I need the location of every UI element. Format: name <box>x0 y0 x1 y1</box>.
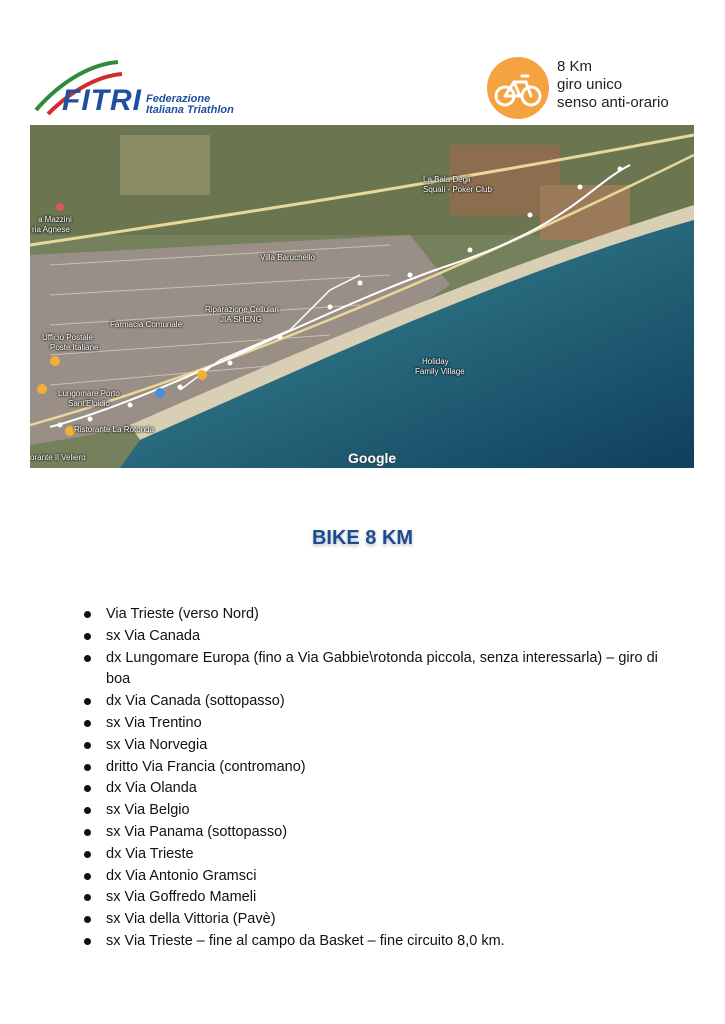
route-step-text: sx Via Panama (sottopasso) <box>106 823 288 840</box>
bicycle-icon <box>486 56 550 120</box>
route-step <box>82 800 662 822</box>
route-step <box>82 909 662 931</box>
route-step-text: dx Via Canada (sottopasso) <box>106 693 285 710</box>
bullet-icon <box>84 655 91 662</box>
map-label-baia: La Baia Degli <box>423 175 471 184</box>
google-watermark: Google <box>348 450 397 466</box>
map-label-riparazione: Riparazione Cellulari <box>205 305 279 314</box>
bullet-icon <box>84 720 91 727</box>
map-label-santelpidio: Sant'Elpidio <box>68 399 110 408</box>
route-step-text: Via Trieste (verso Nord) <box>106 606 259 622</box>
page-title: BIKE 8 KM <box>311 527 414 549</box>
map-label-agnese: ria Agnese <box>32 225 70 234</box>
route-step-text: dx Lungomare Europa (fino a Via Gabbie\rotonda piccola, senza interessarla) – giro di boa <box>106 649 658 688</box>
fitri-line1: Federazione <box>146 93 211 105</box>
route-step <box>82 604 662 626</box>
map-label-veliero: orante Il Veliero <box>30 453 86 462</box>
route-map <box>30 125 694 468</box>
map-label-ufficio: Ufficio Postale <box>42 333 93 342</box>
route-step <box>82 931 662 953</box>
map-label-sheng: JIA SHENG <box>220 315 262 324</box>
route-list <box>82 604 662 953</box>
route-step-text: sx Via Trentino <box>106 714 202 731</box>
bullet-icon <box>84 829 91 836</box>
bullet-icon <box>84 873 91 880</box>
map-label-posta: Poste Italiane <box>50 343 99 352</box>
fitri-federation-name <box>146 94 234 116</box>
route-step <box>82 844 662 866</box>
route-step-text: dx Via Olanda <box>106 780 197 797</box>
route-summary <box>557 58 669 112</box>
route-step-text: sx Via Canada <box>106 627 201 644</box>
bullet-icon <box>84 742 91 749</box>
route-step <box>82 822 662 844</box>
route-step <box>82 778 662 800</box>
route-step-text: dx Via Antonio Gramsci <box>106 867 257 884</box>
bullet-icon <box>84 611 91 618</box>
route-step <box>82 887 662 909</box>
fitri-logo <box>34 56 234 126</box>
route-step <box>82 648 662 692</box>
route-step <box>82 757 662 779</box>
map-label-family: Family Village <box>415 367 465 376</box>
map-label-rotonda: Ristorante La Rotonda <box>74 425 155 434</box>
route-step <box>82 735 662 757</box>
bullet-icon <box>84 916 91 923</box>
route-step-text: dx Via Trieste <box>106 845 194 862</box>
fitri-line2: Italiana Triathlon <box>146 104 234 116</box>
map-label-mazzini: a Mazzini <box>38 215 72 224</box>
bullet-icon <box>84 698 91 705</box>
map-label-farmacia: Farmacia Comunale <box>110 320 183 329</box>
route-step-text: sx Via Belgio <box>106 802 190 819</box>
route-step <box>82 626 662 648</box>
route-step <box>82 866 662 888</box>
route-distance: 8 Km <box>557 58 593 75</box>
route-direction: senso anti-orario <box>557 94 669 111</box>
bullet-icon <box>84 764 91 771</box>
route-step <box>82 691 662 713</box>
bullet-icon <box>84 894 91 901</box>
bullet-icon <box>84 851 91 858</box>
route-step-text: sx Via Trieste – fine al campo da Basket – fine circuito 8,0 km. <box>106 932 505 949</box>
bullet-icon <box>84 807 91 814</box>
satellite-map-image <box>30 125 694 468</box>
map-label-villa: Villa Baruchello <box>260 253 315 262</box>
route-step-text: sx Via Goffredo Mameli <box>106 889 257 906</box>
bullet-icon <box>84 785 91 792</box>
route-step-text: sx Via della Vittoria (Pavè) <box>106 911 276 928</box>
fitri-acronym: FITRI <box>62 84 142 117</box>
bullet-icon <box>84 633 91 640</box>
bullet-icon <box>84 938 91 945</box>
route-step-text: dritto Via Francia (contromano) <box>106 758 306 775</box>
route-step <box>82 713 662 735</box>
route-step-text: sx Via Norvegia <box>106 736 208 753</box>
route-lap: giro unico <box>557 76 623 93</box>
map-label-lungomare: Lungomare Porto <box>58 389 120 398</box>
map-label-squali: Squali - Poker Club <box>423 185 492 194</box>
map-label-holiday: Holiday <box>422 357 449 366</box>
